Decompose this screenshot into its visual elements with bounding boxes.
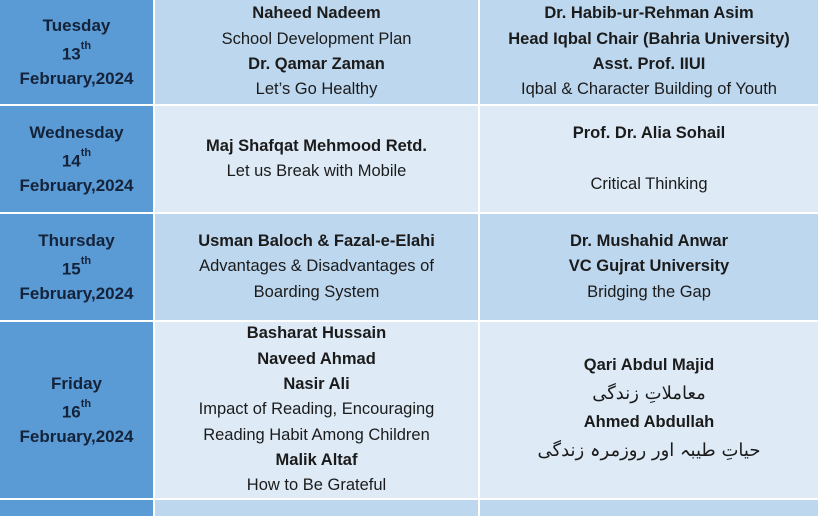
speaker-name: Prof. Dr. Alia Sohail xyxy=(572,124,726,143)
table-row xyxy=(0,0,818,104)
day-cell xyxy=(0,322,154,498)
date-number: 16th xyxy=(61,397,92,422)
speaker-name: Ahmed Abdullah xyxy=(583,413,715,431)
speaker-name: Qari Abdul Majid xyxy=(583,355,715,374)
speaker-name: Dr. Qamar Zaman xyxy=(248,55,385,73)
session-cell-left xyxy=(155,0,479,104)
date-number: 13th xyxy=(61,39,92,64)
day-name: Friday xyxy=(50,373,103,393)
table-row xyxy=(0,106,818,212)
speaker-title: VC Gujrat University xyxy=(568,257,730,276)
session-cell-right xyxy=(480,106,818,212)
topic-text: Bridging the Gap xyxy=(587,282,711,301)
date-number: 15th xyxy=(61,254,92,279)
table-row xyxy=(0,214,818,320)
speaker-name: Malik Altaf xyxy=(275,450,358,469)
day-cell xyxy=(0,0,154,104)
month-year: February,2024 xyxy=(19,69,134,89)
session-cell-right xyxy=(480,214,818,320)
speaker-name: Naveed Ahmad xyxy=(257,349,376,368)
urdu-topic-text: حیاتِ طیبہ اور روزمرہ زندگی xyxy=(537,440,761,462)
topic-text: Impact of Reading, Encouraging xyxy=(198,400,435,419)
speaker-name: Usman Baloch & Fazal-e-Elahi xyxy=(198,232,435,251)
day-name: Tuesday xyxy=(42,15,111,35)
speaker-name: Maj Shafqat Mehmood Retd. xyxy=(206,136,427,155)
topic-text: Iqbal & Character Building of Youth xyxy=(521,80,777,99)
day-name: Wednesday xyxy=(29,122,124,142)
topic-text: Critical Thinking xyxy=(590,174,708,193)
day-cell xyxy=(0,214,154,320)
table-row-partial xyxy=(0,500,818,516)
speaker-title: Asst. Prof. IIUI xyxy=(592,55,706,73)
speaker-name: Basharat Hussain xyxy=(246,324,387,343)
month-year: February,2024 xyxy=(19,176,134,196)
topic-text: Let’s Go Healthy xyxy=(255,80,378,99)
topic-text: How to Be Grateful xyxy=(246,476,387,495)
speaker-name: Naheed Nadeem xyxy=(252,4,381,23)
topic-text: School Development Plan xyxy=(221,29,412,48)
session-cell-right xyxy=(480,0,818,104)
session-cell-right xyxy=(480,322,818,498)
day-cell xyxy=(0,106,154,212)
session-cell-left xyxy=(155,106,479,212)
topic-text: Boarding System xyxy=(253,282,380,301)
session-cell-left xyxy=(155,322,479,498)
month-year: February,2024 xyxy=(19,427,134,447)
topic-text: Let us Break with Mobile xyxy=(226,162,407,180)
session-cell-right xyxy=(480,500,818,516)
table-row xyxy=(0,322,818,498)
speaker-name: Dr. Mushahid Anwar xyxy=(570,232,728,251)
date-number: 14th xyxy=(61,146,92,171)
session-cell-left xyxy=(155,500,479,516)
speaker-name: Nasir Ali xyxy=(283,375,350,394)
day-name: Thursday xyxy=(38,230,115,250)
urdu-topic-text: معاملاتِ زندگی xyxy=(592,383,706,404)
session-cell-left xyxy=(155,214,479,320)
topic-text: Advantages & Disadvantages of xyxy=(199,257,434,276)
day-cell xyxy=(0,500,154,516)
speaker-title: Head Iqbal Chair (Bahria University) xyxy=(508,29,790,48)
month-year: February,2024 xyxy=(19,284,134,304)
speaker-name: Dr. Habib-ur-Rehman Asim xyxy=(544,4,754,23)
topic-text: Reading Habit Among Children xyxy=(203,425,430,444)
